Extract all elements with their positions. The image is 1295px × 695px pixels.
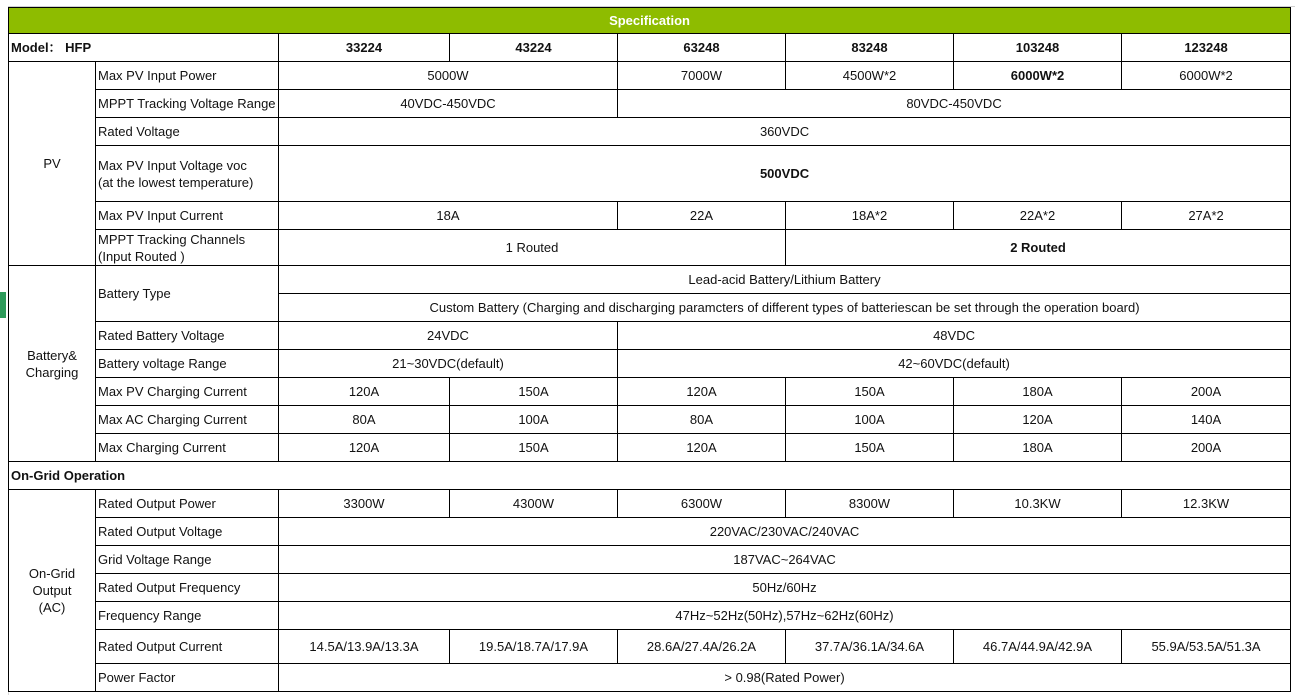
- param-label-line: (at the lowest temperature): [98, 174, 254, 190]
- value-cell: Lead-acid Battery/Lithium Battery: [279, 266, 1291, 294]
- param-label-line: MPPT Tracking Channels: [98, 231, 246, 247]
- value-cell: > 0.98(Rated Power): [279, 664, 1291, 692]
- value-cell: 28.6A/27.4A/26.2A: [618, 630, 786, 664]
- value-cell: Custom Battery (Charging and discharging paramcters of different types of batteriescan be set through the operation board): [279, 294, 1291, 322]
- group-label-line: On-Grid: [28, 566, 76, 581]
- value-cell: 6000W*2: [954, 62, 1122, 90]
- value-cell: 6300W: [618, 490, 786, 518]
- value-cell: 187VAC~264VAC: [279, 546, 1291, 574]
- param-label: Rated Voltage: [96, 118, 279, 146]
- specification-table: [8, 7, 1291, 692]
- value-cell: 18A: [279, 202, 618, 230]
- value-cell: 4300W: [450, 490, 618, 518]
- value-cell: 12.3KW: [1122, 490, 1291, 518]
- group-label-line: (AC): [38, 600, 66, 615]
- value-cell: 120A: [618, 434, 786, 462]
- param-label: Max Charging Current: [96, 434, 279, 462]
- value-cell: 200A: [1122, 378, 1291, 406]
- value-cell: 46.7A/44.9A/42.9A: [954, 630, 1122, 664]
- value-cell: 5000W: [279, 62, 618, 90]
- value-cell: 360VDC: [279, 118, 1291, 146]
- param-label: Battery Type: [96, 266, 279, 322]
- value-cell: 7000W: [618, 62, 786, 90]
- group-on-grid-output: [9, 490, 96, 692]
- value-cell: 14.5A/13.9A/13.3A: [279, 630, 450, 664]
- group-label-line: Battery&: [27, 347, 77, 363]
- value-cell: 120A: [954, 406, 1122, 434]
- group-battery-charging: [9, 266, 96, 462]
- sheet-top-border: [8, 0, 1295, 7]
- model-cell: 43224: [450, 34, 618, 62]
- value-cell: 37.7A/36.1A/34.6A: [786, 630, 954, 664]
- value-cell: 1 Routed: [279, 230, 786, 266]
- group-label-line: Output: [32, 583, 72, 598]
- param-label: Grid Voltage Range: [96, 546, 279, 574]
- section-heading: On-Grid Operation: [9, 462, 1291, 490]
- param-label: [96, 230, 279, 266]
- value-cell: 80A: [279, 406, 450, 434]
- model-cell: 63248: [618, 34, 786, 62]
- value-cell: 48VDC: [618, 322, 1291, 350]
- value-cell: 180A: [954, 378, 1122, 406]
- value-cell: 8300W: [786, 490, 954, 518]
- value-cell: 120A: [618, 378, 786, 406]
- value-cell: 140A: [1122, 406, 1291, 434]
- value-cell: 50Hz/60Hz: [279, 574, 1291, 602]
- value-cell: 100A: [450, 406, 618, 434]
- value-cell: 3300W: [279, 490, 450, 518]
- model-label: Model： HFP: [9, 34, 279, 62]
- value-cell: 6000W*2: [1122, 62, 1291, 90]
- value-cell: 500VDC: [279, 146, 1291, 202]
- value-cell: 22A*2: [954, 202, 1122, 230]
- param-label-line: (Input Routed ): [98, 248, 185, 264]
- param-label: Power Factor: [96, 664, 279, 692]
- param-label: Rated Output Current: [96, 630, 279, 664]
- param-label-line: Max PV Input Voltage voc: [98, 157, 247, 173]
- value-cell: 150A: [450, 434, 618, 462]
- param-label: Battery voltage Range: [96, 350, 279, 378]
- param-label: Max AC Charging Current: [96, 406, 279, 434]
- value-cell: 22A: [618, 202, 786, 230]
- table-title: Specification: [9, 8, 1291, 34]
- value-cell: 40VDC-450VDC: [279, 90, 618, 118]
- param-label: Rated Output Frequency: [96, 574, 279, 602]
- value-cell: 42~60VDC(default): [618, 350, 1291, 378]
- param-label: [96, 146, 279, 202]
- value-cell: 21~30VDC(default): [279, 350, 618, 378]
- group-label-line: Charging: [25, 364, 79, 380]
- value-cell: 19.5A/18.7A/17.9A: [450, 630, 618, 664]
- value-cell: 220VAC/230VAC/240VAC: [279, 518, 1291, 546]
- value-cell: 27A*2: [1122, 202, 1291, 230]
- param-label: Rated Output Voltage: [96, 518, 279, 546]
- value-cell: 18A*2: [786, 202, 954, 230]
- value-cell: 55.9A/53.5A/51.3A: [1122, 630, 1291, 664]
- value-cell: 10.3KW: [954, 490, 1122, 518]
- param-label: Max PV Input Current: [96, 202, 279, 230]
- value-cell: 47Hz~52Hz(50Hz),57Hz~62Hz(60Hz): [279, 602, 1291, 630]
- value-cell: 80A: [618, 406, 786, 434]
- value-cell: 24VDC: [279, 322, 618, 350]
- value-cell: 120A: [279, 378, 450, 406]
- value-cell: 100A: [786, 406, 954, 434]
- model-cell: 123248: [1122, 34, 1291, 62]
- value-cell: 2 Routed: [786, 230, 1291, 266]
- model-cell: 33224: [279, 34, 450, 62]
- param-label: Max PV Input Power: [96, 62, 279, 90]
- param-label: Frequency Range: [96, 602, 279, 630]
- value-cell: 150A: [786, 378, 954, 406]
- value-cell: 150A: [450, 378, 618, 406]
- param-label: Rated Battery Voltage: [96, 322, 279, 350]
- value-cell: 4500W*2: [786, 62, 954, 90]
- value-cell: 120A: [279, 434, 450, 462]
- model-cell: 103248: [954, 34, 1122, 62]
- selection-marker: [0, 292, 6, 318]
- model-cell: 83248: [786, 34, 954, 62]
- param-label: MPPT Tracking Voltage Range: [96, 90, 279, 118]
- value-cell: 200A: [1122, 434, 1291, 462]
- param-label: Rated Output Power: [96, 490, 279, 518]
- param-label: Max PV Charging Current: [96, 378, 279, 406]
- value-cell: 80VDC-450VDC: [618, 90, 1291, 118]
- value-cell: 180A: [954, 434, 1122, 462]
- value-cell: 150A: [786, 434, 954, 462]
- group-pv: PV: [9, 62, 96, 266]
